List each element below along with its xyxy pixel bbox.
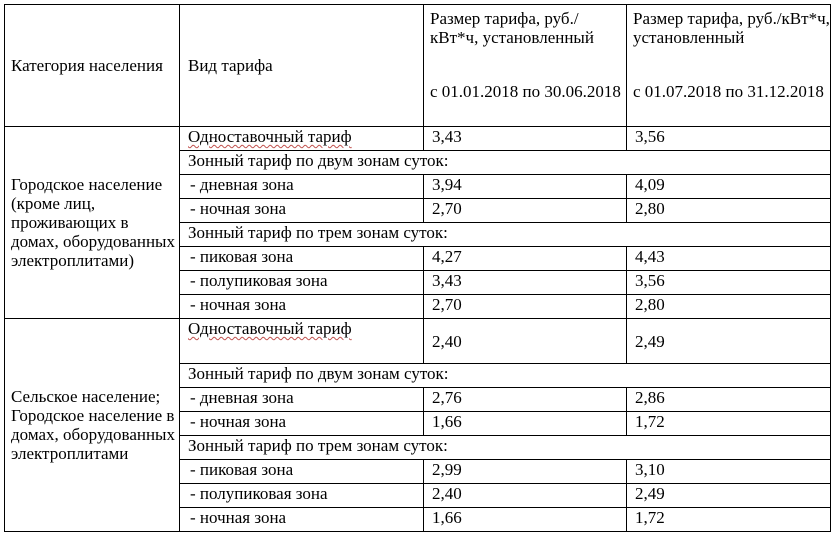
two-zone-title: Зонный тариф по двум зонам суток: xyxy=(180,151,831,175)
value-cell: 4,09 xyxy=(627,175,831,199)
value-cell: 1,72 xyxy=(627,412,831,436)
value-cell: 2,70 xyxy=(424,199,627,223)
value-cell: 1,72 xyxy=(627,508,831,532)
value-cell: 1,66 xyxy=(424,412,627,436)
zone-label: - дневная зона xyxy=(180,175,424,199)
value-cell: 2,70 xyxy=(424,295,627,319)
header-tariff-type: Вид тарифа xyxy=(180,5,424,127)
value-cell: 2,80 xyxy=(627,199,831,223)
single-rate-label: Одноставочный тариф xyxy=(180,127,424,151)
value-cell: 3,56 xyxy=(627,271,831,295)
value-cell: 2,40 xyxy=(424,319,627,364)
value-cell: 3,10 xyxy=(627,460,831,484)
value-cell: 2,86 xyxy=(627,388,831,412)
value-cell: 2,76 xyxy=(424,388,627,412)
zone-label: - ночная зона xyxy=(180,295,424,319)
zone-label: - ночная зона xyxy=(180,412,424,436)
zone-label: - полупиковая зона xyxy=(180,271,424,295)
group-category-cell: Городское население (кроме лиц, проживающих в домах, оборудованных электроплитами) xyxy=(5,127,180,319)
value-cell: 4,27 xyxy=(424,247,627,271)
table-header-row xyxy=(5,5,831,82)
zone-label: - дневная зона xyxy=(180,388,424,412)
value-cell: 2,40 xyxy=(424,484,627,508)
header-rate-label-2: Размер тарифа, руб./кВт*ч, установленный xyxy=(627,5,831,82)
zone-label: - полупиковая зона xyxy=(180,484,424,508)
table-row xyxy=(5,319,831,364)
zone-label: - пиковая зона xyxy=(180,247,424,271)
value-cell: 3,56 xyxy=(627,127,831,151)
group-category-cell: Сельское население; Городское население в домах, оборудованных электроплитами xyxy=(5,319,180,532)
zone-label: - ночная зона xyxy=(180,199,424,223)
zone-label: - ночная зона xyxy=(180,508,424,532)
zone-label: - пиковая зона xyxy=(180,460,424,484)
value-cell: 2,49 xyxy=(627,319,831,364)
tariff-table xyxy=(4,4,831,532)
three-zone-title: Зонный тариф по трем зонам суток: xyxy=(180,436,831,460)
value-cell: 3,94 xyxy=(424,175,627,199)
header-period-1: с 01.01.2018 по 30.06.2018 xyxy=(424,81,627,127)
value-cell: 1,66 xyxy=(424,508,627,532)
value-cell: 2,80 xyxy=(627,295,831,319)
table-row xyxy=(5,127,831,151)
header-category: Категория населения xyxy=(5,5,180,127)
value-cell: 4,43 xyxy=(627,247,831,271)
value-cell: 3,43 xyxy=(424,127,627,151)
value-cell: 2,49 xyxy=(627,484,831,508)
single-rate-label: Одноставочный тариф xyxy=(180,319,424,364)
header-period-2: с 01.07.2018 по 31.12.2018 xyxy=(627,81,831,127)
value-cell: 2,99 xyxy=(424,460,627,484)
value-cell: 3,43 xyxy=(424,271,627,295)
header-rate-label-1: Размер тарифа, руб./кВт*ч, установленный xyxy=(424,5,627,82)
two-zone-title: Зонный тариф по двум зонам суток: xyxy=(180,364,831,388)
three-zone-title: Зонный тариф по трем зонам суток: xyxy=(180,223,831,247)
